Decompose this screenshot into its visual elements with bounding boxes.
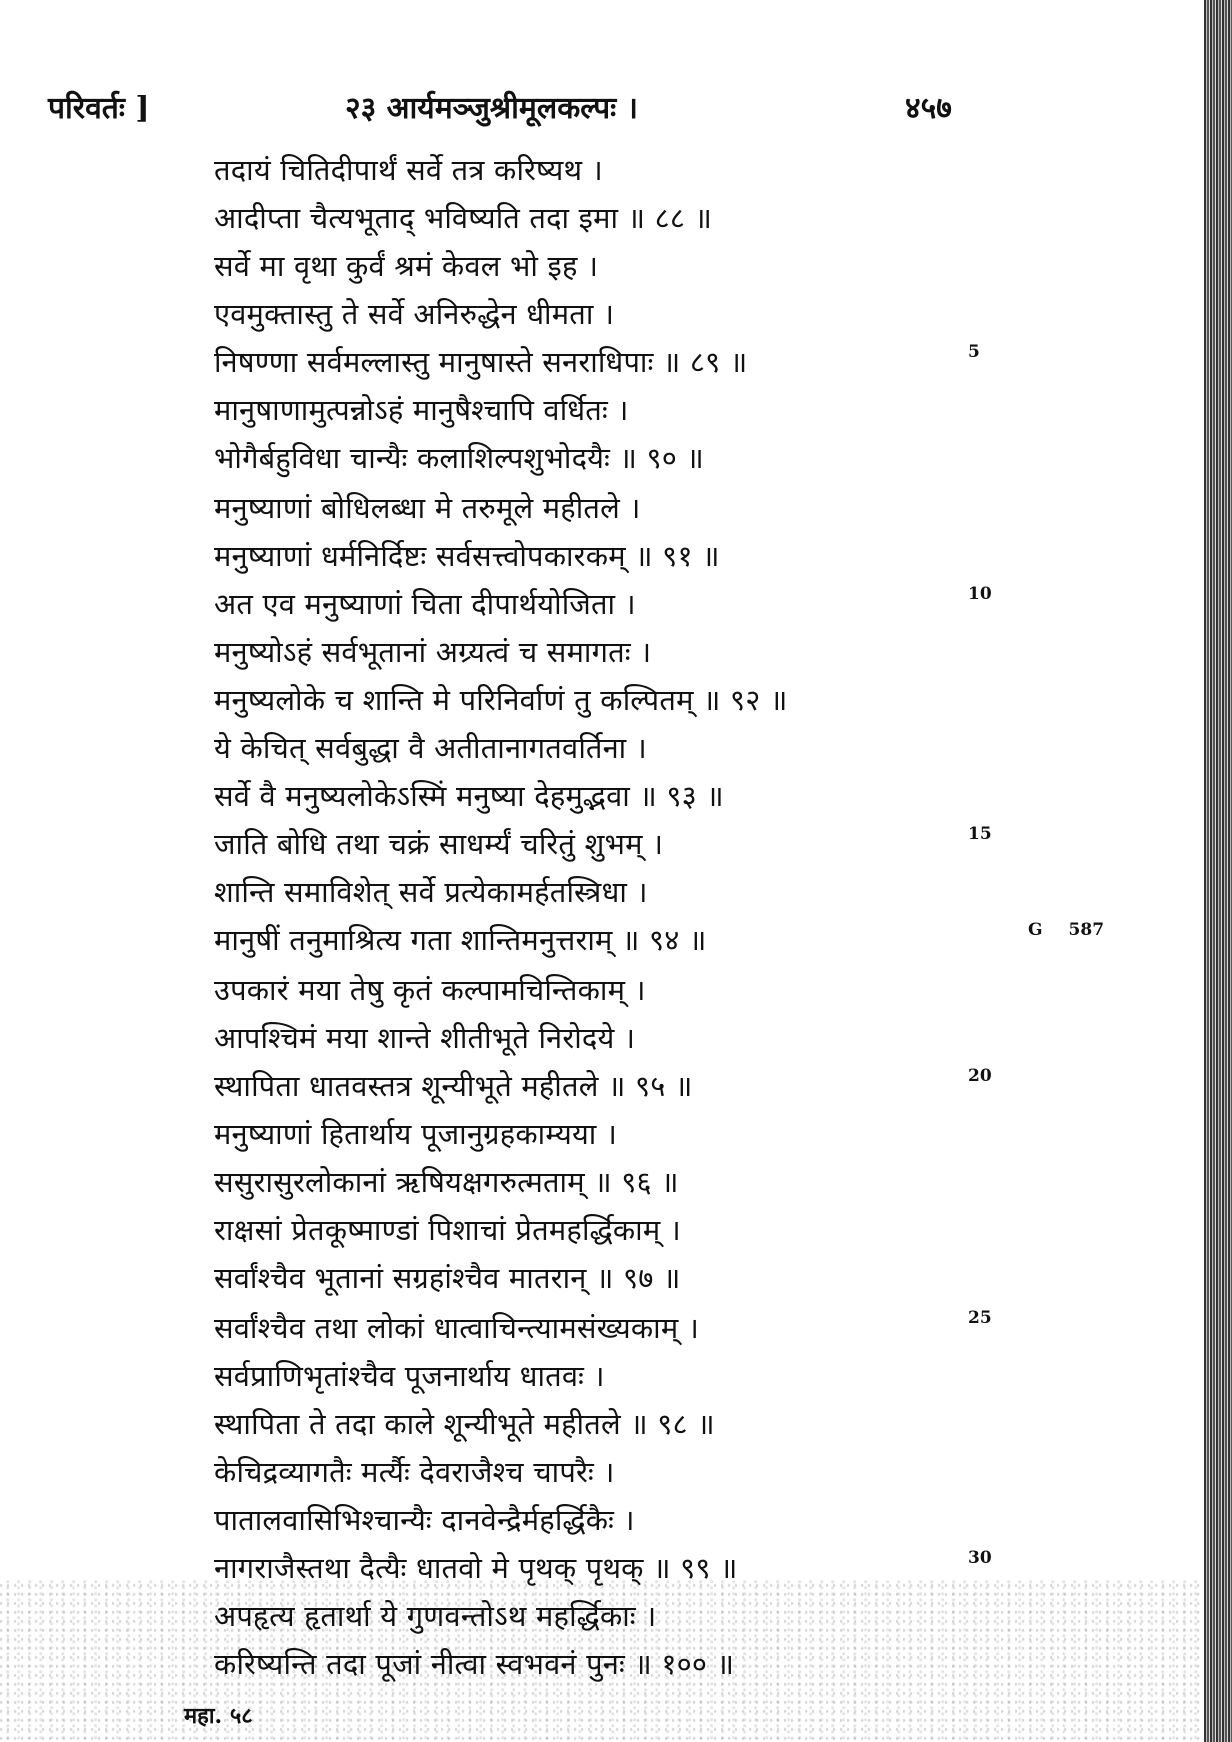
scan-noise	[0, 1580, 1232, 1742]
page-number: ४५७	[905, 91, 952, 126]
verse-line: केचिद्रव्यागतैः मर्त्यैः देवराजैश्च चापरैः ।	[214, 1455, 615, 1489]
verse-line: पातालवासिभिश्चान्यैः दानवेन्द्रैर्महर्द्धिकैः ।	[214, 1503, 635, 1537]
verse-line: एवमुक्तास्तु ते सर्वे अनिरुद्धेन धीमता ।	[214, 297, 615, 331]
chapter-marker: परिवर्तः ]	[48, 91, 150, 126]
verse-line: अपहृत्य हृतार्था ये गुणवन्तोऽथ महर्द्धिकाः ।	[214, 1599, 657, 1633]
verse-line: ससुरासुरलोकानां ऋषियक्षगरुत्मताम् ॥ ९६ ॥	[214, 1165, 679, 1199]
verse-line: स्थापिता धातवस्तत्र शून्यीभूते महीतले ॥ ९५ ॥	[214, 1069, 693, 1103]
verse-line: सर्वप्राणिभृतांश्चैव पूजनार्थाय धातवः ।	[214, 1359, 605, 1393]
verse-line: मनुष्याणां बोधिलब्धा मे तरुमूले महीतले ।	[214, 491, 641, 525]
verse-line: मानुषीं तनुमाश्रित्य गता शान्तिमनुत्तराम् ॥ ९४ ॥	[214, 923, 707, 957]
verse-line: राक्षसां प्रेतकूष्माण्डां पिशाचां प्रेतमहर्द्धिकाम् ।	[214, 1213, 681, 1247]
verse-line: निषण्णा सर्वमल्लास्तु मानुषास्ते सनराधिपाः ॥ ८९ ॥	[214, 345, 748, 379]
verse-line: भोगैर्बहुविधा चान्यैः कलाशिल्पशुभोदयैः ॥ ९० ॥	[214, 441, 705, 475]
verse-line: नागराजैस्तथा दैत्यैः धातवो मे पृथक् पृथक् ॥ ९९ ॥	[214, 1551, 738, 1585]
verse-line: सर्वे वै मनुष्यलोकेऽस्मिं मनुष्या देहमुद्भवा ॥ ९३ ॥	[214, 779, 724, 813]
verse-line: जाति बोधि तथा चक्रं साधर्म्यं चरितुं शुभम् ।	[214, 827, 664, 861]
signature-mark: महा. ५८	[184, 1703, 253, 1729]
margin-page: 587	[1068, 920, 1105, 940]
line-number: 20	[968, 1066, 992, 1086]
line-number: 5	[968, 342, 980, 362]
verse-line: मनुष्याणां धर्मनिर्दिष्टः सर्वसत्त्वोपकारकम् ॥ ९१ ॥	[214, 539, 720, 573]
line-number: 10	[968, 584, 992, 604]
verse-line: शान्ति समाविशेत् सर्वे प्रत्येकामर्हतस्त्रिधा ।	[214, 875, 648, 909]
verse-line: अत एव मनुष्याणां चिता दीपार्थयोजिता ।	[214, 587, 636, 621]
line-number: 25	[968, 1308, 992, 1328]
verse-line: आपश्चिमं मया शान्ते शीतीभूते निरोदये ।	[214, 1021, 636, 1055]
verse-line: मानुषाणामुत्पन्नोऽहं मानुषैश्चापि वर्धितः ।	[214, 393, 629, 427]
verse-line: सर्वे मा वृथा कुर्वं श्रमं केवल भो इह ।	[214, 249, 599, 283]
verse-line: मनुष्याणां हितार्थाय पूजानुग्रहकाम्यया ।	[214, 1117, 618, 1151]
verse-line: ये केचित् सर्वबुद्धा वै अतीतानागतवर्तिना ।	[214, 731, 647, 765]
binding-edge	[1204, 0, 1232, 1742]
running-title: २३ आर्यमञ्जुश्रीमूलकल्पः ।	[345, 91, 639, 126]
margin-letter: G	[1028, 920, 1043, 940]
verse-line: स्थापिता ते तदा काले शून्यीभूते महीतले ॥ ९८ ॥	[214, 1407, 715, 1441]
verse-line: करिष्यन्ति तदा पूजां नीत्वा स्वभवनं पुनः ॥ १०० ॥	[214, 1647, 735, 1681]
line-number: 30	[968, 1548, 992, 1568]
verse-line: सर्वांश्चैव भूतानां सग्रहांश्चैव मातरान् ॥ ९७ ॥	[214, 1261, 681, 1295]
verse-line: उपकारं मया तेषु कृतं कल्पामचिन्तिकाम् ।	[214, 973, 646, 1007]
margin-reference	[1028, 920, 1130, 940]
line-number: 15	[968, 824, 992, 844]
verse-line: मनुष्योऽहं सर्वभूतानां अग्र्यत्वं च समागतः ।	[214, 635, 652, 669]
verse-line: मनुष्यलोके च शान्ति मे परिनिर्वाणं तु कल्पितम् ॥ ९२ ॥	[214, 683, 788, 717]
verse-line: आदीप्ता चैत्यभूताद् भविष्यति तदा इमा ॥ ८८ ॥	[214, 201, 713, 235]
verse-line: सर्वांश्चैव तथा लोकां धात्वाचिन्त्यामसंख्यकाम् ।	[214, 1311, 700, 1345]
verse-line: तदायं चितिदीपार्थं सर्वे तत्र करिष्यथ ।	[214, 153, 603, 187]
